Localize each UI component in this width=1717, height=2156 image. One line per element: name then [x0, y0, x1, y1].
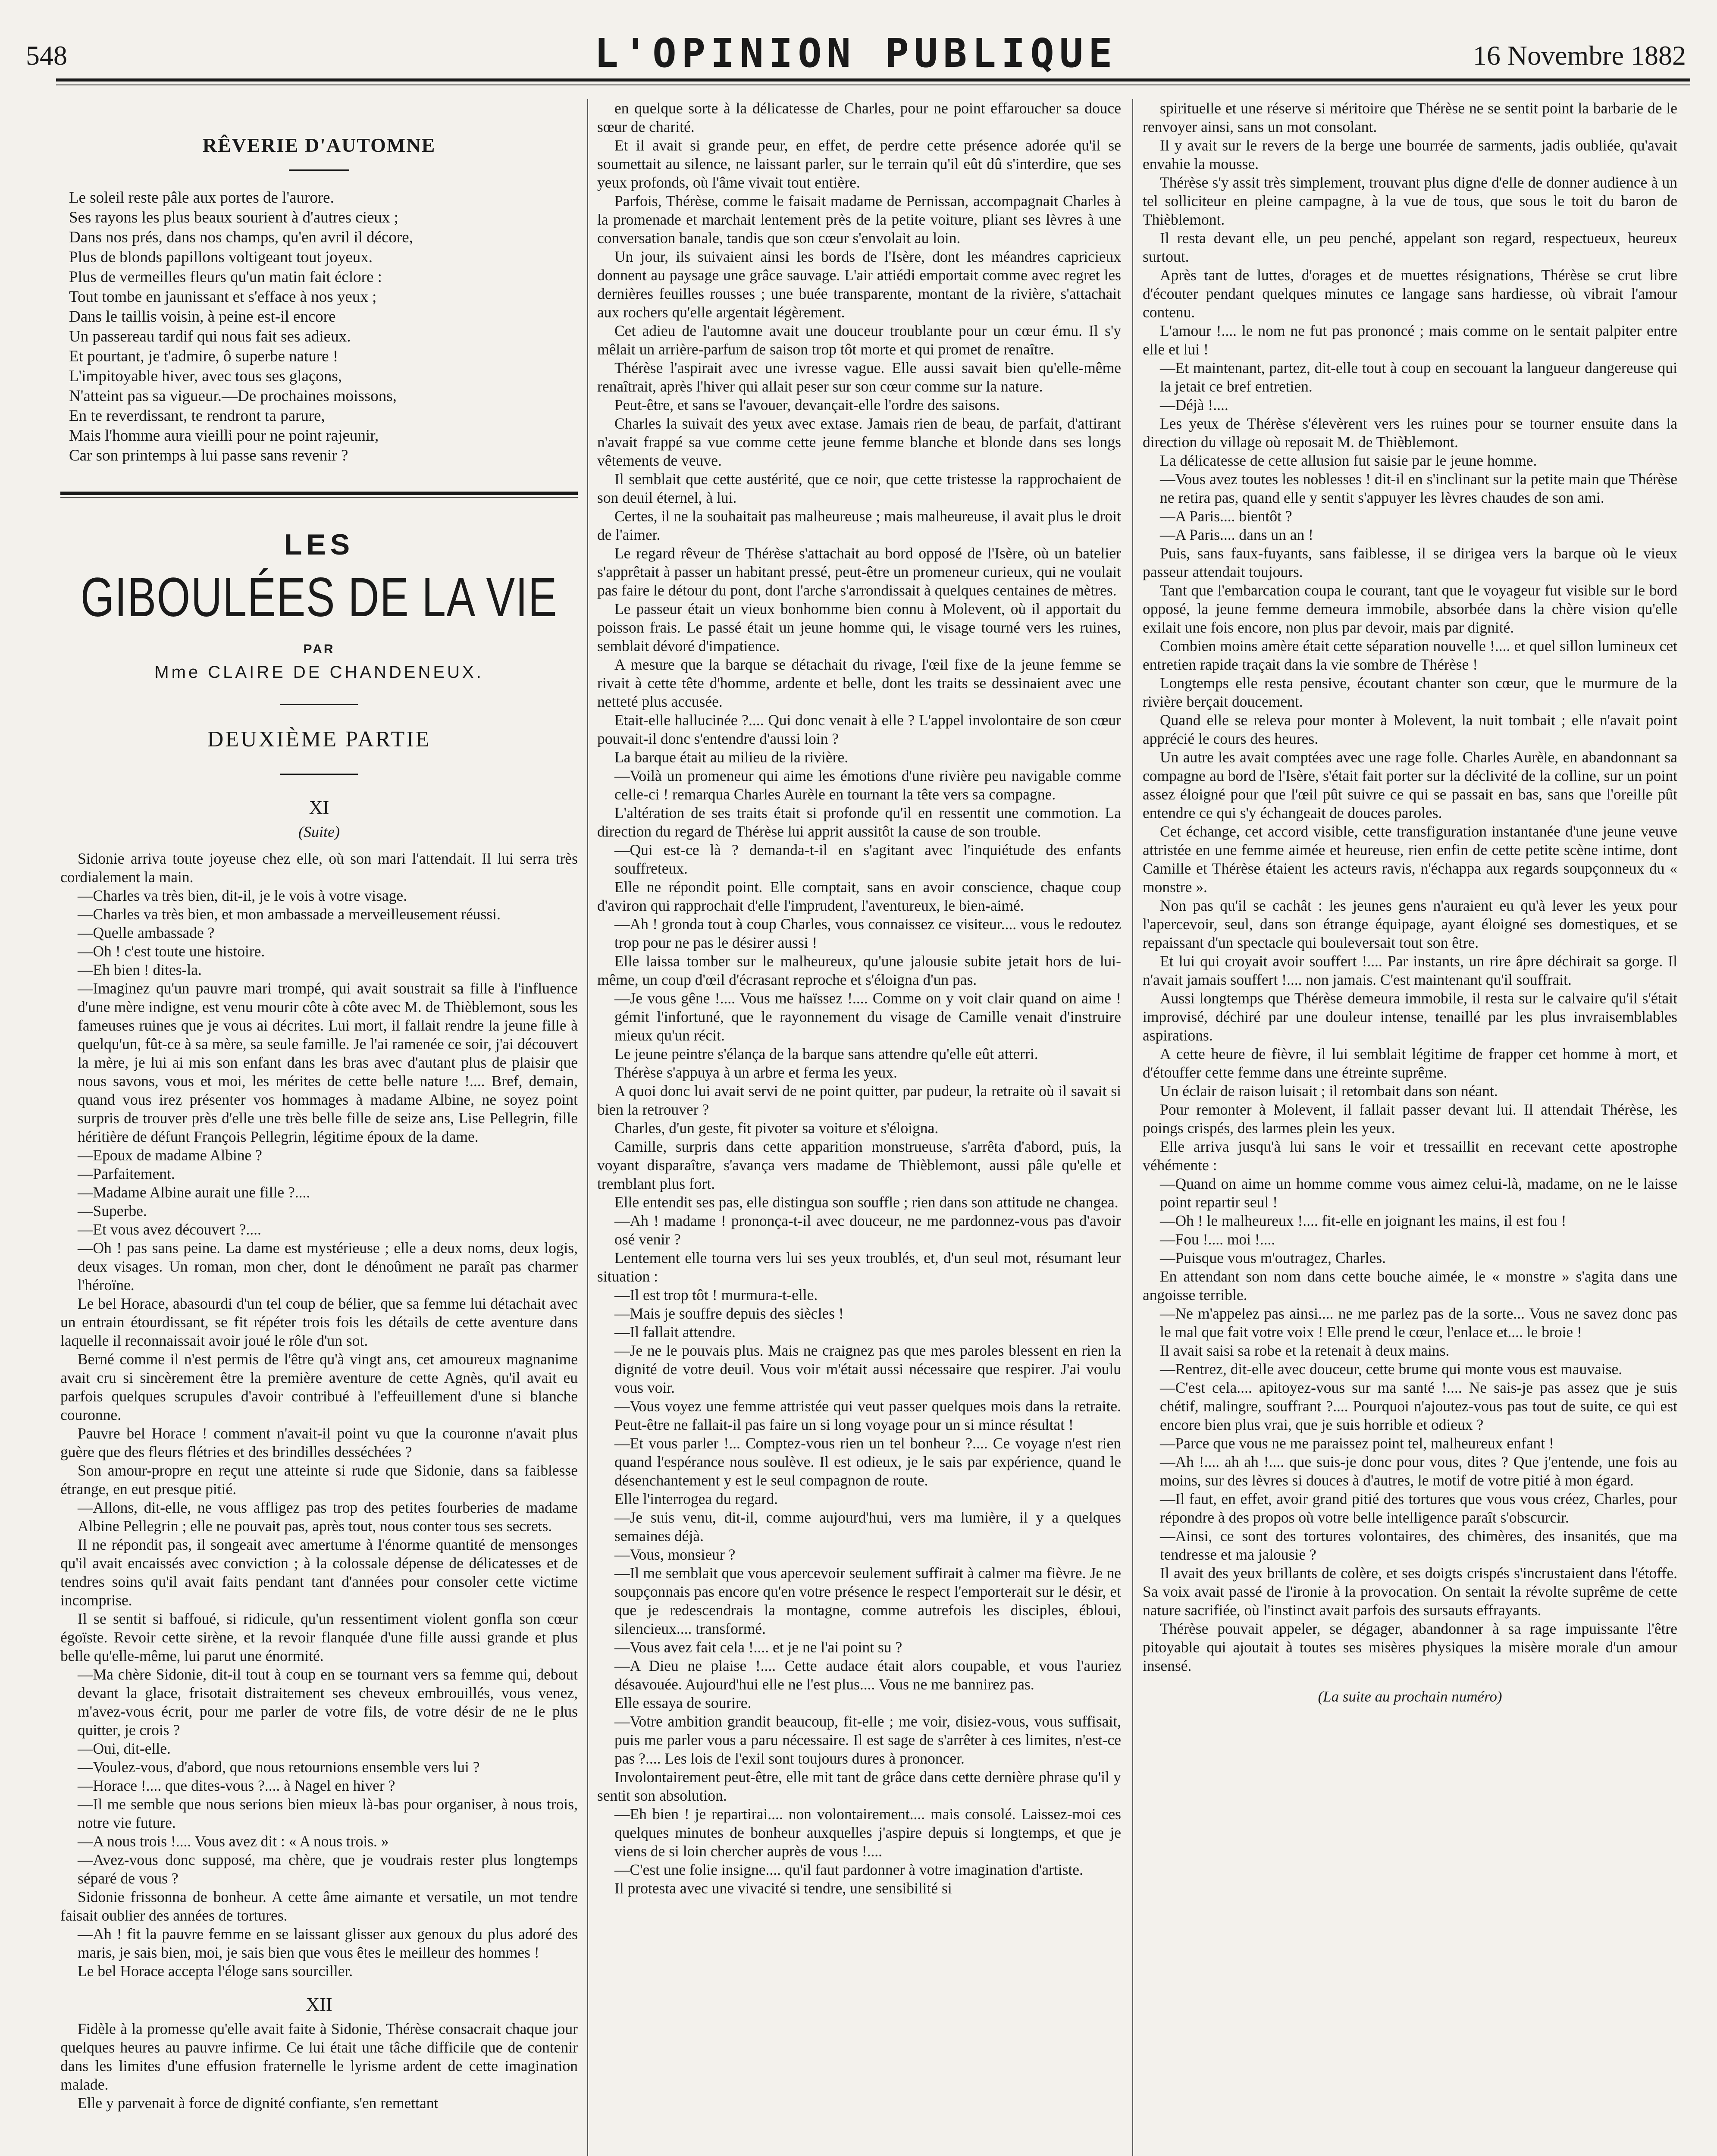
- paragraph: Son amour-propre en reçut une atteinte si rude que Sidonie, dans sa faiblesse étrange, en eut presque pitié.: [60, 1462, 578, 1498]
- paragraph: Elle y parvenait à force de dignité confiante, s'en remettant: [78, 2094, 439, 2112]
- chapter-heading: XII: [306, 1994, 332, 2015]
- paragraph: Longtemps elle resta pensive, écoutant chanter son cœur, que le murmure de la rivière berçait doucement.: [1143, 674, 1677, 710]
- paragraph: —Voulez-vous, d'abord, que nous retournions ensemble vers lui ?: [78, 1758, 480, 1776]
- paragraph: —Oh ! pas sans peine. La dame est mystérieuse ; elle a deux noms, deux logis, deux visages. Un roman, mon cher, dont le dénoûment ne paraît pas charmer l'héroïne.: [78, 1239, 578, 1294]
- paragraph: —Et maintenant, partez, dit-elle tout à coup en secouant la langueur dangereuse qui la jetait ce bref entretien.: [1160, 359, 1677, 395]
- paragraph: Les yeux de Thérèse s'élevèrent vers les ruines pour se tourner ensuite dans la direction du village où reposait M. de Thièblemont.: [1143, 415, 1677, 451]
- poem: [60, 188, 578, 466]
- masthead-rule: [56, 78, 1690, 81]
- paragraph: Thérèse pouvait appeler, se dégager, abandonner à sa rage impuissante l'être pitoyable qui ajoutait à toutes ses misères physiques la misère morale d'un amour insensé.: [1143, 1620, 1677, 1674]
- paragraph: A cette heure de fièvre, il lui semblait légitime de frapper cet homme à mort, et d'étouffer cette femme dans une étreinte suprême.: [1143, 1045, 1677, 1081]
- poem-line: Dans le taillis voisin, à peine est-il encore: [69, 308, 336, 326]
- paragraph: Charles la suivait des yeux avec extase. Jamais rien de beau, de parfait, d'attirant n'avait frappé sa vue comme cette jeune femme blanche et blonde dans ses longs vêtements de veuve.: [597, 415, 1121, 469]
- paragraph: Quand elle se releva pour monter à Molevent, la nuit tombait ; elle n'avait point apprécié le cours des heures.: [1143, 711, 1677, 747]
- poem-line: Un passereau tardif qui nous fait ses adieux.: [69, 328, 351, 345]
- paragraph: Cet adieu de l'automne avait une douceur troublante pour un cœur ému. Il s'y mêlait un arrière-parfum de saison trop tôt morte et qui promet de renaître.: [597, 322, 1121, 358]
- poem-line: Plus de vermeilles fleurs qu'un matin fait éclore :: [69, 268, 382, 286]
- feuilleton-title: GIBOULÉES DE LA VIE: [80, 567, 558, 628]
- poem-line: L'impitoyable hiver, avec tous ses glaçons,: [69, 367, 342, 385]
- paragraph: Thérèse s'appuya à un arbre et ferma les yeux.: [614, 1064, 897, 1081]
- by-label: PAR: [303, 642, 335, 656]
- paragraph: Sidonie frissonna de bonheur. A cette âme aimante et versatile, un mot tendre faisait oublier des années de tortures.: [60, 1888, 578, 1924]
- paragraph: —C'est cela.... apitoyez-vous sur ma santé !.... Ne sais-je pas assez que je suis chétif, malingre, souffrant ?.... Pourquoi n'ajoutez-vous pas tout de suite, ce qui est encore bien plus vrai, que je suis horrible et odieux ?: [1160, 1379, 1677, 1433]
- paragraph: —Avez-vous donc supposé, ma chère, que je voudrais rester plus longtemps séparé de vous ?: [78, 1851, 578, 1887]
- paragraph: Et lui qui croyait avoir souffert !.... Par instants, un rire âpre déchirait sa gorge. Il n'avait jamais souffert !.... non jamais. C'est maintenant qu'il souffrait.: [1143, 953, 1677, 988]
- paragraph: En attendant son nom dans cette bouche aimée, le « monstre » s'agita dans une angoisse terrible.: [1143, 1268, 1677, 1304]
- continued-note: (La suite au prochain numéro): [1318, 1688, 1502, 1705]
- paragraph: Thérèse l'aspirait avec une ivresse vague. Elle aussi savait bien qu'elle-même renaîtrait, après l'hiver qui allait peser sur son cœur comme sur la nature.: [597, 359, 1121, 395]
- paragraph: Il avait saisi sa robe et la retenait à deux mains.: [1160, 1342, 1450, 1359]
- paragraph: Sidonie arriva toute joyeuse chez elle, où son mari l'attendait. Il lui serra très cordialement la main.: [60, 850, 578, 886]
- paragraph: Parfois, Thérèse, comme le faisait madame de Pernissan, accompagnait Charles à la promenade et marchait lentement près de la petite voiture, pliant ses lèvres à une conversation banale, tandis que son cœur s'envolait au loin.: [597, 192, 1121, 247]
- poem-line: Tout tombe en jaunissant et s'efface à nos yeux ;: [69, 288, 377, 306]
- paragraph: —A Paris.... dans un an !: [1160, 526, 1313, 543]
- paragraph: —A Dieu ne plaise !.... Cette audace était alors coupable, et vous l'auriez désavouée. Aujourd'hui elle ne l'est plus.... Vous ne me bannirez pas.: [614, 1657, 1121, 1693]
- article-text: [60, 2020, 578, 2112]
- paragraph: —Vous, monsieur ?: [614, 1546, 736, 1563]
- paragraph: Il avait des yeux brillants de colère, et ses doigts crispés s'incrustaient dans l'étoffe. Sa voix avait passé de l'ironie à la provocation. On sentait la révolte suprême de cette nature sacrifiée, où l'instinct avait parfois des sursauts effrayants.: [1143, 1564, 1677, 1619]
- article-text: [60, 849, 578, 1981]
- paragraph: La barque était au milieu de la rivière.: [614, 749, 849, 766]
- section-rule-thin: [60, 497, 578, 498]
- paragraph: Elle laissa tomber sur le malheureux, qu'une jalousie subite jetait hors de lui-même, un coup d'œil d'écrasant reproche et s'éloigna d'un pas.: [597, 953, 1121, 988]
- paragraph: Puis, sans faux-fuyants, sans faiblesse, il se dirigea vers la barque où le vieux passeur attendait toujours.: [1143, 545, 1677, 580]
- poem-line: N'atteint pas sa vigueur.—De prochaines moissons,: [69, 387, 397, 405]
- paragraph: Fidèle à la promesse qu'elle avait faite à Sidonie, Thérèse consacrait chaque jour quelques heures au pauvre infirme. Ce lui était une tâche difficile que de contenir dans les limites d'une effusion fraternelle le lyrisme ardent de cette imagination malade.: [60, 2020, 578, 2093]
- article-text: [1143, 99, 1677, 1675]
- paragraph: —Madame Albine aurait une fille ?....: [78, 1184, 310, 1201]
- paragraph: —Quelle ambassade ?: [78, 924, 215, 941]
- paragraph: en quelque sorte à la délicatesse de Charles, pour ne point effaroucher sa douce sœur de charité.: [597, 100, 1121, 135]
- paragraph: —Je suis venu, dit-il, comme aujourd'hui, vers ma lumière, il y a quelques semaines déjà.: [614, 1509, 1121, 1545]
- paragraph: —Ma chère Sidonie, dit-il tout à coup en se tournant vers sa femme qui, debout devant la glace, frisotait distraitement ses cheveux embrouillés, vous venez, m'avez-vous écrit, pour me parler de votre fils, de votre désir de ne le plus quitter, je crois ?: [78, 1666, 578, 1739]
- paragraph: A quoi donc lui avait servi de ne point quitter, par pudeur, la retraite où il savait si bien la retrouver ?: [597, 1082, 1121, 1118]
- paragraph: —Il est trop tôt ! murmura-t-elle.: [614, 1286, 818, 1304]
- paragraph: —Vous avez fait cela !.... et je ne l'ai point su ?: [614, 1639, 902, 1656]
- paragraph: —Puisque vous m'outragez, Charles.: [1160, 1249, 1386, 1266]
- issue-date: 16 Novembre 1882: [1473, 40, 1686, 71]
- paragraph: Tant que l'embarcation coupa le courant, tant que le voyageur fut visible sur le bord opposé, la jeune femme demeura immobile, absorbée dans la chère vision qu'elle exilait une fois encore, non plus par devoir, mais par dignité.: [1143, 582, 1677, 636]
- article-text: [597, 99, 1121, 1898]
- paragraph: —Imaginez qu'un pauvre mari trompé, qui avait soustrait sa fille à l'influence d'une mère indigne, est venu mourir côte à côte avec M. de Thièblemont, sous les fameuses ruines que je vous ai décrites. Lui mort, il fallait rendre la jeune fille à quelqu'un, fût-ce à sa mère, sa seule famille. Je l'ai ramenée ce soir, j'ai découvert la mère, je lui ai mis son enfant dans les bras avec d'autant plus de plaisir que nous savons, vous et moi, les mérites de cette belle nature !.... Bref, demain, quand vous irez présenter vos hommages à madame Albine, ne soyez point surpris de trouver près d'elle une très belle fille de seize ans, Lise Pellegrin, fille héritière de défunt François Pellegrin, légitime époux de la dame.: [78, 980, 578, 1145]
- paragraph: Peut-être, et sans se l'avouer, devançait-elle l'ordre des saisons.: [614, 396, 1000, 414]
- part-heading: DEUXIÈME PARTIE: [207, 727, 431, 752]
- poem-line: Et pourtant, je t'admire, ô superbe nature !: [69, 348, 338, 365]
- paragraph: spirituelle et une réserve si méritoire que Thérèse ne se sentit point la barbarie de le renvoyer ainsi, sans un mot consolant.: [1143, 100, 1677, 135]
- paragraph: —Ne m'appelez pas ainsi.... ne me parlez pas de la sorte... Vous ne savez donc pas le mal que fait votre voix ! Elle prend le cœur, l'enlace et.... le broie !: [1160, 1305, 1677, 1341]
- paragraph: Un jour, ils suivaient ainsi les bords de l'Isère, dont les méandres capricieux donnent au paysage une grâce sauvage. L'air attiédi emportait comme avec regret les dernières feuilles rousses ; une buée transparente, montant de la rivière, s'attachait aux rochers qu'elle argentait légèrement.: [597, 248, 1121, 321]
- page-number: 548: [26, 40, 67, 71]
- paragraph: Lentement elle tourna vers lui ses yeux troublés, et, d'un seul mot, résumant leur situation :: [597, 1249, 1121, 1285]
- paragraph: —Oui, dit-elle.: [78, 1740, 171, 1757]
- paragraph: A mesure que la barque se détachait du rivage, l'œil fixe de la jeune femme se rivait à cette tête d'homme, ardente et belle, dont les traits se dessinaient avec une netteté plus accusée.: [597, 656, 1121, 710]
- paragraph: Elle l'interrogea du regard.: [614, 1490, 778, 1507]
- paragraph: —A nous trois !.... Vous avez dit : « A nous trois. »: [78, 1833, 389, 1850]
- paragraph: Il y avait sur le revers de la berge une bourrée de sarments, jadis oubliée, qu'avait envahie la mousse.: [1143, 137, 1677, 172]
- column-divider: [1132, 99, 1133, 2156]
- paragraph: Etait-elle hallucinée ?.... Qui donc venait à elle ? L'appel involontaire de son cœur pouvait-il donc s'entendre d'aussi loin ?: [597, 711, 1121, 747]
- paragraph: Le bel Horace, abasourdi d'un tel coup de bélier, que sa femme lui détachait avec un entrain étourdissant, se fit répéter trois fois les détails de cette aventure dans laquelle il reconnaissait avoir joué le rôle d'un sot.: [60, 1295, 578, 1349]
- paragraph: Il se sentit si baffoué, si ridicule, qu'un ressentiment violent gonfla son cœur égoïste. Revoir cette sirène, et la revoir flanquée d'une fille aussi grande et plus belle qu'elle-même, lui parut une énormité.: [60, 1610, 578, 1664]
- paragraph: —Il me semble que nous serions bien mieux là-bas pour organiser, à nous trois, notre vie future.: [78, 1796, 578, 1831]
- paragraph: —Ah ! madame ! prononça-t-il avec douceur, ne me pardonnez-vous pas d'avoir osé venir ?: [614, 1212, 1121, 1248]
- paragraph: —Eh bien ! dites-la.: [78, 961, 202, 978]
- paragraph: —Déjà !....: [1160, 396, 1228, 414]
- paragraph: Pauvre bel Horace ! comment n'avait-il point vu que la couronne n'avait plus guère que des fleurs flétries et des brindilles desséchées ?: [60, 1425, 578, 1460]
- paragraph: —Il fallait attendre.: [614, 1323, 736, 1341]
- paragraph: Thérèse s'y assit très simplement, trouvant plus digne d'elle de donner audience à un tel solliciteur en pleine campagne, à la vue de tous, que sous le toit du baron de Thièblemont.: [1143, 174, 1677, 228]
- feuilleton-les: LES: [284, 528, 354, 561]
- paragraph: —Eh bien ! je repartirai.... non volontairement.... mais consolé. Laissez-moi ces quelques minutes de bonheur auxquelles j'aspire depuis si longtemps, et que je viens de si loin chercher auprès de vous !....: [614, 1805, 1121, 1860]
- paragraph: Elle entendit ses pas, elle distingua son souffle ; rien dans son attitude ne changea.: [614, 1194, 1119, 1211]
- paragraph: Le jeune peintre s'élança de la barque sans attendre qu'elle eût atterri.: [614, 1045, 1038, 1062]
- paragraph: —Vous avez toutes les noblesses ! dit-il en s'inclinant sur la petite main que Thérèse ne retira pas, quand elle y sentit s'appuyer les lèvres chaudes de son ami.: [1160, 470, 1677, 506]
- paragraph: Certes, il ne la souhaitait pas malheureuse ; mais malheureuse, il avait plus le droit de l'aimer.: [597, 508, 1121, 543]
- chapter-heading: XI: [309, 797, 329, 818]
- poem-line: Plus de blonds papillons voltigeant tout joyeux.: [69, 248, 373, 266]
- paragraph: —Parfaitement.: [78, 1165, 175, 1182]
- paragraph: Et il avait si grande peur, en effet, de perdre cette présence adorée qu'il se soumettait au silence, ne laissant parler, sur le terrain qu'il eût dû s'interdire, que ses yeux profonds, où l'âme vivait tout entière.: [597, 137, 1121, 191]
- column-divider: [587, 99, 588, 2156]
- paragraph: —Qui est-ce là ? demanda-t-il en s'agitant avec l'inquiétude des enfants souffreteux.: [614, 841, 1121, 877]
- paragraph: —Quand on aime un homme comme vous aimez celui-là, madame, on ne le laisse point repartir seul !: [1160, 1175, 1677, 1211]
- paragraph: —Voilà un promeneur qui aime les émotions d'une rivière peu navigable comme celle-ci ! remarqua Charles Aurèle en tournant la tête vers sa compagne.: [614, 767, 1121, 803]
- paragraph: —Oh ! c'est toute une histoire.: [78, 943, 265, 960]
- paragraph: —Rentrez, dit-elle avec douceur, cette brume qui monte vous est mauvaise.: [1160, 1360, 1623, 1378]
- paragraph: —Je ne le pouvais plus. Mais ne craignez pas que mes paroles blessent en rien la dignité de votre deuil. Vous voir m'était aussi nécessaire que respirer. J'ai voulu vous voir.: [614, 1342, 1121, 1396]
- paragraph: —Mais je souffre depuis des siècles !: [614, 1305, 844, 1322]
- paragraph: —Charles va très bien, dit-il, je le vois à votre visage.: [78, 887, 407, 904]
- paragraph: —Je vous gêne !.... Vous me haïssez !.... Comme on y voit clair quand on aime ! gémit l'infortuné, que le rayonnement du visage de Camille venait d'instruire mieux qu'un récit.: [614, 990, 1121, 1044]
- paragraph: Il ne répondit pas, il songeait avec amertume à l'énorme quantité de mensonges qu'il avait encaissés avec conviction ; à la colossale dépense de délicatesses et de tendres soins qu'il avait faits pendant tant d'années pour consoler cette victime incomprise.: [60, 1536, 578, 1609]
- paragraph: Pour remonter à Molevent, il fallait passer devant lui. Il attendait Thérèse, les poings crispés, des larmes plein les yeux.: [1143, 1101, 1677, 1137]
- masthead: [26, 30, 1686, 86]
- author-name: Mme CLAIRE DE CHANDENEUX.: [154, 663, 484, 682]
- paragraph: —Et vous parler !... Comptez-vous rien un tel bonheur ?.... Ce voyage n'est rien quand l'espérance nous soulève. Il est odieux, je le sais par expérience, quand le désenchantement y est le seul compagnon de route.: [614, 1435, 1121, 1489]
- column-3: [1143, 99, 1677, 2156]
- paragraph: Le bel Horace accepta l'éloge sans sourciller.: [78, 1962, 353, 1980]
- divider: [280, 774, 358, 775]
- paragraph: Elle arriva jusqu'à lui sans le voir et tressaillit en recevant cette apostrophe véhémente :: [1143, 1138, 1677, 1174]
- newspaper-title: L'OPINION PUBLIQUE: [594, 30, 1118, 76]
- poem-line: En te reverdissant, te rendront ta parure,: [69, 407, 325, 425]
- poem-line: Ses rayons les plus beaux sourient à d'autres cieux ;: [69, 209, 398, 226]
- paragraph: —Parce que vous ne me paraissez point tel, malheureux enfant !: [1160, 1435, 1554, 1452]
- paragraph: —Ah ! fit la pauvre femme en se laissant glisser aux genoux du plus adoré des maris, je sais bien, moi, je sais bien que vous êtes le meilleur des hommes !: [78, 1925, 578, 1961]
- paragraph: Il protesta avec une vivacité si tendre, une sensibilité si: [614, 1880, 952, 1897]
- paragraph: Il semblait que cette austérité, que ce noir, que cette tristesse la rapprochaient de son deuil éternel, à lui.: [597, 470, 1121, 506]
- paragraph: —Il me semblait que vous apercevoir seulement suffirait à calmer ma fièvre. Je ne soupçonnais pas encore qu'en votre présence le respect l'emporterait sur le désir, et que je redescendrais la montagne, comme autrefois les disciples, ébloui, silencieux.... transformé.: [614, 1564, 1121, 1637]
- poem-line: Le soleil reste pâle aux portes de l'aurore.: [69, 189, 334, 207]
- paragraph: Un autre les avait comptées avec une rage folle. Charles Aurèle, en abandonnant sa compagne au bord de l'Isère, s'était fait porter sur la déclivité de la colline, sur un point assez éloigné pour que l'œil pût suivre ce qui se passait en bas, sans que l'oreille pût entendre ce qui s'y échangeait de douces paroles.: [1143, 749, 1677, 821]
- divider: [280, 704, 358, 705]
- paragraph: —Vous voyez une femme attristée qui veut passer quelques mois dans la retraite. Peut-être ne fallait-il pas faire un si long voyage pour un si mince résultat !: [614, 1398, 1121, 1433]
- paragraph: —Ainsi, ce sont des tortures volontaires, des chimères, des insanités, que ma tendresse et ma jalousie ?: [1160, 1527, 1677, 1563]
- paragraph: L'amour !.... le nom ne fut pas prononcé ; mais comme on le sentait palpiter entre elle et lui !: [1143, 322, 1677, 358]
- poem-line: Mais l'homme aura vieilli pour ne point rajeunir,: [69, 427, 379, 445]
- paragraph: Le passeur était un vieux bonhomme bien connu à Molevent, où il apportait du poisson frais. Le passé était un jeune homme qui, le visage tourné vers les ruines, semblait dévoré d'impatience.: [597, 600, 1121, 655]
- paragraph: —A Paris.... bientôt ?: [1160, 508, 1292, 525]
- paragraph: —Ah ! gronda tout à coup Charles, vous connaissez ce visiteur.... vous le redoutez trop pour ne pas le désirer aussi !: [614, 915, 1121, 951]
- suite-label: (Suite): [298, 823, 340, 840]
- poem-title: RÊVERIE D'AUTOMNE: [202, 134, 436, 156]
- divider: [289, 169, 349, 171]
- paragraph: —Il faut, en effet, avoir grand pitié des tortures que vous vous créez, Charles, pour répondre à des propos où votre belle intelligence paraît s'obscurcir.: [1160, 1490, 1677, 1526]
- paragraph: Le regard rêveur de Thérèse s'attachait au bord opposé de l'Isère, où un batelier s'apprêtait à passer un habitant pressé, peut-être un promeneur curieux, qui ne voulait pas faire le détour du pont, dont l'arche s'arrondissait à quelques centaines de mètres.: [597, 545, 1121, 599]
- paragraph: Charles, d'un geste, fit pivoter sa voiture et s'éloigna.: [614, 1119, 939, 1137]
- column-1: [60, 99, 578, 2156]
- paragraph: Après tant de luttes, d'orages et de muettes résignations, Thérèse se crut libre d'écouter pendant quelques minutes ce langage sans hardiesse, où vibrait l'amour contenu.: [1143, 266, 1677, 321]
- poem-line: Car son printemps à lui passe sans revenir ?: [69, 447, 348, 464]
- paragraph: —Fou !.... moi !....: [1160, 1231, 1275, 1248]
- section-rule: [60, 492, 578, 495]
- column-2: [597, 99, 1121, 2156]
- paragraph: Combien moins amère était cette séparation nouvelle !.... et quel sillon lumineux cet entretien rapide traçait dans la vie sombre de Thérèse !: [1143, 637, 1677, 673]
- paragraph: Il resta devant elle, un peu penché, appelant son regard, respectueux, heureux surtout.: [1143, 229, 1677, 265]
- paragraph: Aussi longtemps que Thérèse demeura immobile, il resta sur le calvaire qu'il s'était improvisé, déchiré par une douleur intense, tenaillé par les plus invraisemblables aspirations.: [1143, 990, 1677, 1044]
- paragraph: —Et vous avez découvert ?....: [78, 1221, 261, 1238]
- paragraph: —Horace !.... que dites-vous ?.... à Nagel en hiver ?: [78, 1777, 395, 1794]
- paragraph: La délicatesse de cette allusion fut saisie par le jeune homme.: [1160, 452, 1537, 469]
- paragraph: Elle ne répondit point. Elle comptait, sans en avoir conscience, chaque coup d'aviron qui rapprochait d'elle l'imprudent, l'aventureux, le bien-aimé.: [597, 878, 1121, 914]
- paragraph: —Oh ! le malheureux !.... fit-elle en joignant les mains, il est fou !: [1160, 1212, 1567, 1229]
- paragraph: Non pas qu'il se cachât : les jeunes gens n'auraient eu qu'à lever les yeux pour l'apercevoir, seul, dans son étrange équipage, ayant éloigné ses domestiques, et se repaissant d'un spectacle qui bouleversait tout son être.: [1143, 897, 1677, 951]
- paragraph: Camille, surpris dans cette apparition monstrueuse, s'arrêta d'abord, puis, la voyant disparaître, s'avança vers madame de Thièblemont, aussi pâle qu'elle et tremblant plus fort.: [597, 1138, 1121, 1192]
- poem-line: Dans nos prés, dans nos champs, qu'en avril il décore,: [69, 229, 413, 246]
- paragraph: —Ah !.... ah ah !.... que suis-je donc pour vous, dites ? Que j'entende, une fois au moins, sur des lèvres si douces à d'autres, le motif de votre pitié à mon égard.: [1160, 1453, 1677, 1489]
- paragraph: Berné comme il n'est permis de l'être qu'à vingt ans, cet amoureux magnanime avait cru si sincèrement être la première aventure de cette Agnès, qu'il avait eu parfois quelques scrupules d'avoir contribué à l'effeuillement d'une si blanche couronne.: [60, 1351, 578, 1423]
- paragraph: —Epoux de madame Albine ?: [78, 1147, 262, 1164]
- paragraph: —Charles va très bien, et mon ambassade a merveilleusement réussi.: [78, 906, 501, 923]
- paragraph: Involontairement peut-être, elle mit tant de grâce dans cette dernière phrase qu'il y sentit son absolution.: [597, 1768, 1121, 1804]
- paragraph: L'altération de ses traits était si profonde qu'il en ressentit une commotion. La direction du regard de Thérèse lui apprit aussitôt la cause de son trouble.: [597, 804, 1121, 840]
- paragraph: Un éclair de raison luisait ; il retombait dans son néant.: [1160, 1082, 1498, 1100]
- paragraph: Elle essaya de sourire.: [614, 1694, 752, 1711]
- paragraph: —Superbe.: [78, 1202, 147, 1219]
- paragraph: —Votre ambition grandit beaucoup, fit-elle ; me voir, disiez-vous, vous suffisait, puis me parler vous a paru nécessaire. Il est sage de s'arrêter à ces limites, n'est-ce pas ?.... Les lois de l'exil sont toujours dures à prononcer.: [614, 1713, 1121, 1767]
- paragraph: —Allons, dit-elle, ne vous affligez pas trop des petites fourberies de madame Albine Pellegrin ; elle ne pouvait pas, après tout, nous conter tous ses secrets.: [78, 1499, 578, 1535]
- paragraph: Cet échange, cet accord visible, cette transfiguration instantanée d'une jeune veuve attristée en une femme aimée et heureuse, rien enfin de cette petite scène intime, dont Camille et Thérèse étaient les acteurs ravis, n'échappa aux regards soupçonneux du « monstre ».: [1143, 823, 1677, 896]
- paragraph: —C'est une folie insigne.... qu'il faut pardonner à votre imagination d'artiste.: [614, 1861, 1083, 1878]
